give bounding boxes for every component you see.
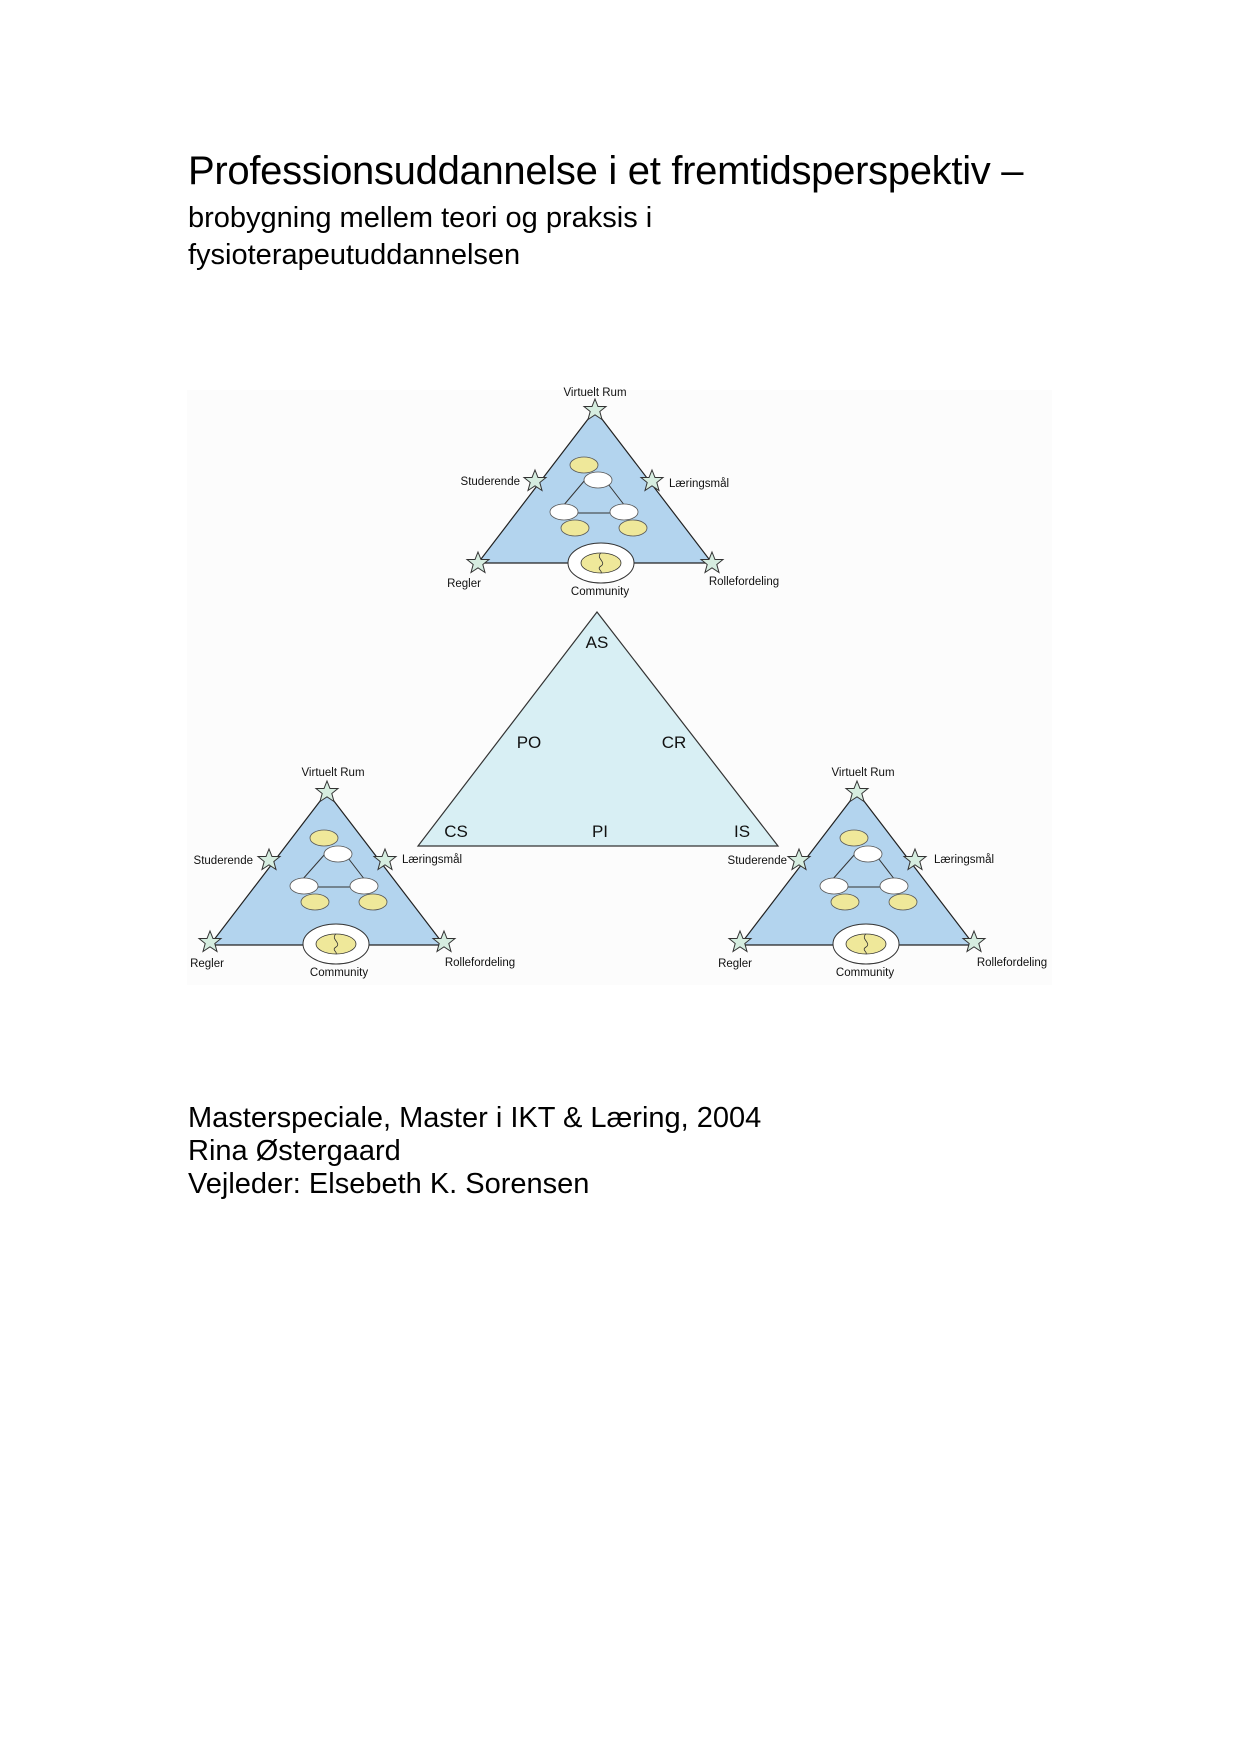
label-studerende: Studerende [460, 476, 520, 488]
svg-text:Læringsmål: Læringsmål [934, 854, 995, 866]
label-as: AS [585, 633, 609, 652]
label-rollefordeling: Rollefordeling [708, 576, 780, 588]
label-community: Community [570, 586, 630, 598]
activity-triangle-right [718, 767, 1047, 979]
document-title: Professionsuddannelse i et fremtidsperspektiv – [188, 149, 1024, 193]
svg-text:Community: Community [835, 967, 895, 979]
author-name: Rina Østergaard [188, 1135, 401, 1167]
community-icon [581, 553, 621, 573]
activity-triangle-top [447, 387, 779, 598]
svg-text:Studerende: Studerende [193, 855, 253, 867]
yellow-node [561, 520, 589, 536]
yellow-node [570, 457, 598, 473]
label-cr: CR [661, 733, 687, 752]
supervisor: Vejleder: Elsebeth K. Sorensen [188, 1168, 590, 1200]
community-icon [316, 934, 356, 954]
white-node [584, 472, 612, 488]
label-po: PO [516, 733, 542, 752]
label-is: IS [733, 822, 751, 841]
svg-text:Regler: Regler [190, 958, 224, 970]
label-cs: CS [444, 822, 468, 841]
white-node [550, 504, 578, 520]
svg-text:Regler: Regler [718, 958, 752, 970]
svg-text:Virtuelt Rum: Virtuelt Rum [301, 767, 365, 779]
label-laeringsmaal: Læringsmål [669, 478, 730, 490]
label-virtuelt-rum: Virtuelt Rum [563, 387, 627, 399]
svg-text:Virtuelt Rum: Virtuelt Rum [831, 767, 895, 779]
document-subtitle-line-1: brobygning mellem teori og praksis i [188, 202, 653, 234]
community-icon [846, 934, 886, 954]
white-node [610, 504, 638, 520]
svg-text:Læringsmål: Læringsmål [402, 854, 463, 866]
central-triangle [418, 612, 778, 846]
activity-triangles-figure [187, 387, 1052, 985]
svg-text:Studerende: Studerende [727, 855, 787, 867]
yellow-node [619, 520, 647, 536]
svg-text:Community: Community [309, 967, 369, 979]
svg-text:Rollefordeling: Rollefordeling [444, 957, 516, 969]
svg-text:Rollefordeling: Rollefordeling [976, 957, 1048, 969]
label-regler: Regler [447, 578, 481, 590]
label-pi: PI [591, 822, 609, 841]
document-subtitle-line-2: fysioterapeutuddannelsen [188, 239, 521, 271]
thesis-info: Masterspeciale, Master i IKT & Læring, 2004 [188, 1102, 762, 1134]
